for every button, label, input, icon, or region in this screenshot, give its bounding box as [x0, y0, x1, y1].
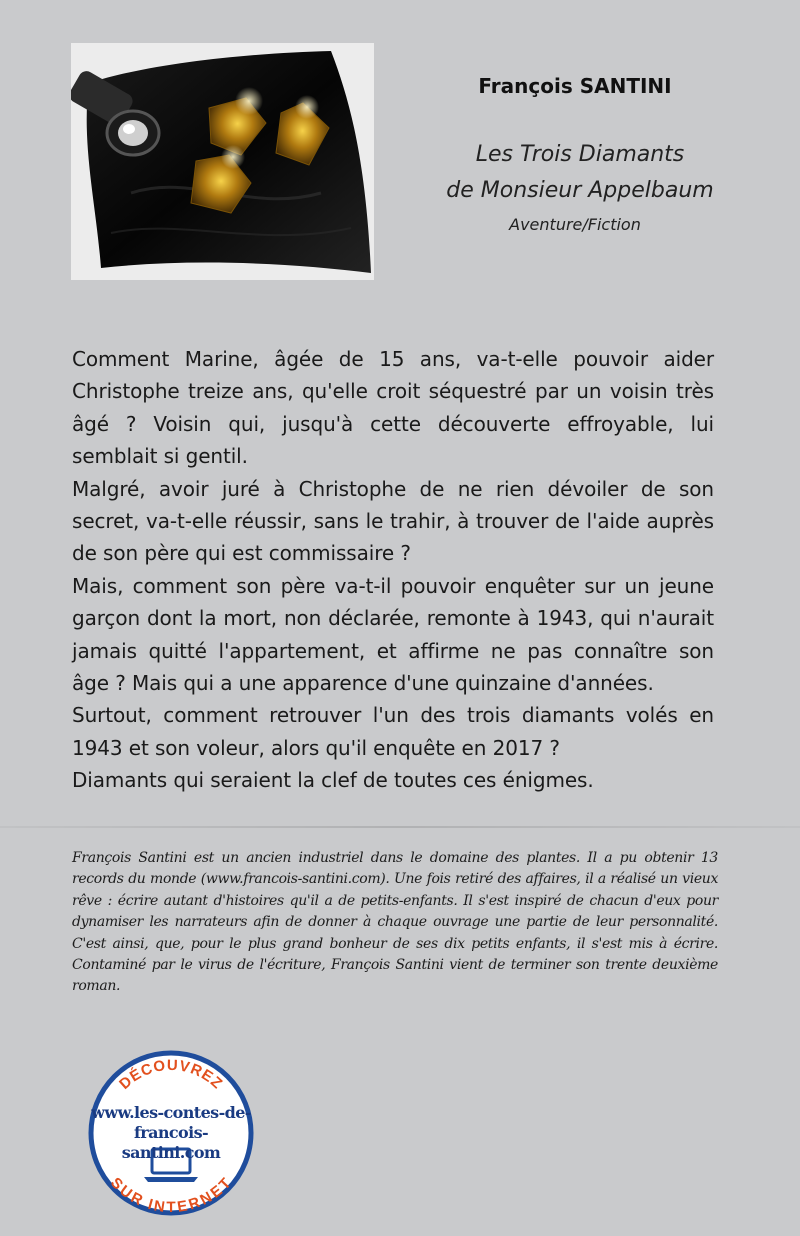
seal-top-text: DÉCOUVREZ	[116, 1056, 226, 1093]
seal-bottom-text: SUR INTERNET	[106, 1174, 236, 1216]
cover-image	[71, 43, 374, 280]
author-bio: François Santini est un ancien industriel dans le domaine des plantes. Il a pu obtenir 13 records du monde (www.francois-santini.com). Une fois retiré des affaires, il a réalisé un vieux rêve : écrire autant d'histoires qu'il a de petits-enfants. Il s'est inspiré de chacun d'eux pour dynamiser les narrateurs afin de donner à chaque ouvrage une partie de leur personnalité. C'est ainsi, que, pour le plus grand bonheur de ses dix petits enfants, il s'est mis à écrire. Contaminé par le virus de l'écriture, François Santini vient de terminer son trente deuxième roman.	[72, 850, 718, 995]
synopsis-paragraph: Mais, comment son père va-t-il pouvoir enquêter sur un jeune garçon dont la mort, non déclarée, remonte à 1943, qui n'aurait jamais quitté l'appartement, et affirme ne pas connaître son âge ? Mais qui a une apparence d'une quinzaine d'années.	[72, 573, 714, 696]
section-divider	[0, 826, 800, 828]
website-seal[interactable]	[88, 1050, 254, 1216]
seal-url-line2: francois-santini.com	[121, 1123, 221, 1162]
seal-url-line1: www.les-contes-de-	[91, 1103, 251, 1122]
book-title-line2: de Monsieur Appelbaum	[446, 178, 714, 203]
book-genre: Aventure/Fiction	[509, 215, 641, 234]
synopsis-paragraph: Surtout, comment retrouver l'un des trois diamants volés en 1943 et son voleur, alors qu'il enquête en 2017 ?	[72, 703, 714, 760]
diamonds-loupe-image	[71, 43, 374, 280]
synopsis-paragraph: Malgré, avoir juré à Christophe de ne rien dévoiler de son secret, va-t-elle réussir, sans le trahir, à trouver de l'aide auprès de son père qui est commissaire ?	[72, 476, 714, 566]
book-title	[430, 137, 730, 209]
synopsis-paragraph: Comment Marine, âgée de 15 ans, va-t-elle pouvoir aider Christophe treize ans, qu'elle croit séquestré par un voisin très âgé ? Voisin qui, jusqu'à cette découverte effroyable, lui semblait si gentil.	[72, 347, 714, 469]
book-title-line1: Les Trois Diamants	[475, 142, 685, 167]
author-name: François SANTINI	[478, 74, 672, 98]
synopsis-paragraph: Diamants qui seraient la clef de toutes ces énigmes.	[72, 768, 594, 793]
synopsis	[72, 343, 714, 797]
seal-url[interactable]	[88, 1103, 254, 1163]
